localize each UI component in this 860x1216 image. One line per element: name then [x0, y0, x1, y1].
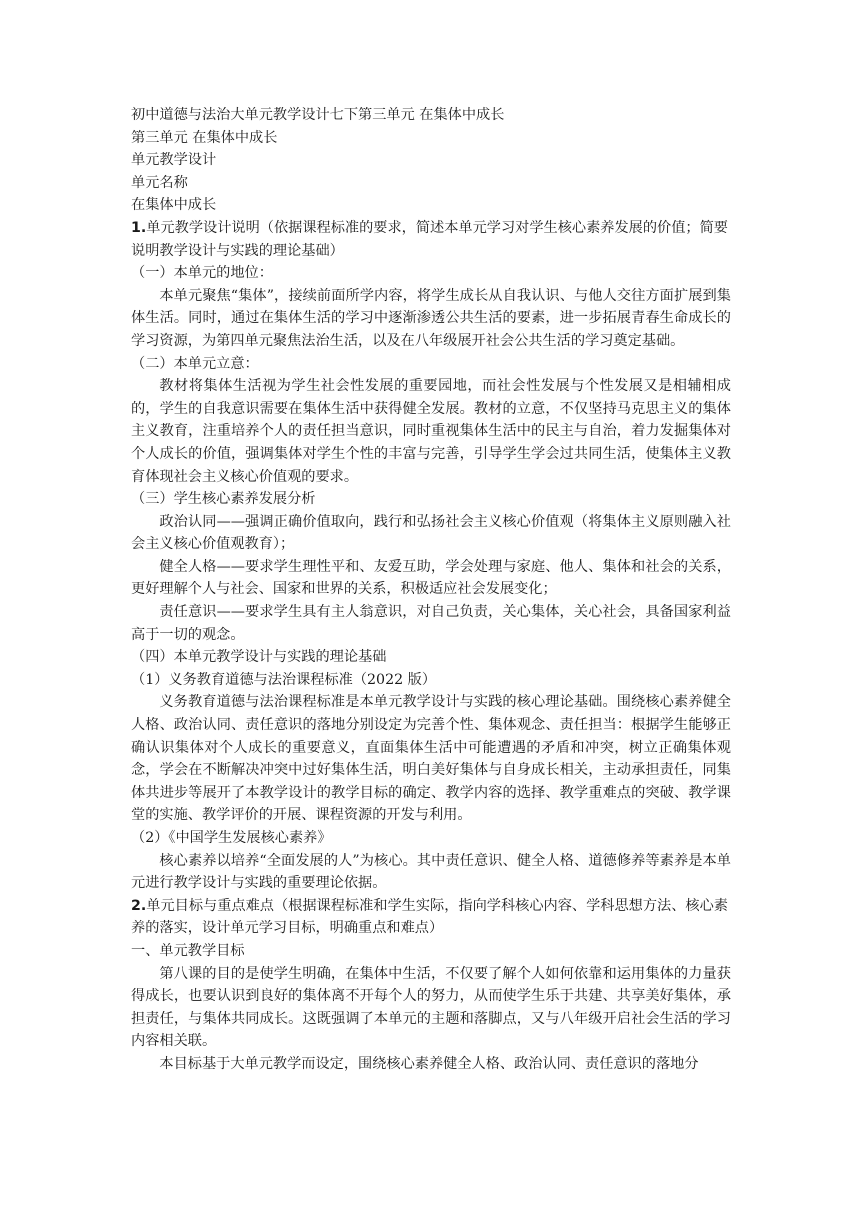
position-heading: （一）本单元的地位： [131, 265, 273, 282]
intent-paragraph: 教材将集体生活视为学生社会性发展的重要园地，而社会性发展与个性发展又是相辅相成的，学生的自我意识需要在集体生活中获得健全发展。教材的立意，不仅坚持马克思主义的集体主义教育，注重培养个人的责任担当意识，同时重视集体生活中的民主与自治，着力发掘集体对个人成长的价值，强调集体对学生个性的丰富与完善，引导学生学会过共同生活，使集体主义教育体现社会主义核心价值观的要求。 [131, 378, 731, 485]
goals-paragraph-2: 本目标基于大单元教学而设定，围绕核心素养健全人格、政治认同、责任意识的落地分 [159, 1055, 699, 1072]
intent-heading: （二）本单元立意： [131, 355, 259, 372]
design-heading: 单元教学设计 [131, 152, 217, 169]
section-1-heading [131, 217, 731, 262]
section-1-number: 1. [131, 219, 147, 236]
goals-paragraph-1: 第八课的目的是使学生明确，在集体中生活，不仅要了解个人如何依靠和运用集体的力量获得成长，也要认识到良好的集体离不开每个人的努力，从而使学生乐于共建、共享美好集体，承担责任，与集体共同成长。这既强调了本单元的主题和落脚点，又与八年级开启社会生活的学习内容相关联。 [131, 965, 731, 1050]
unit-name: 在集体中成长 [131, 197, 217, 214]
theory-heading: （四）本单元教学设计与实践的理论基础 [131, 649, 387, 666]
theory-core-heading: （2）《中国学生发展核心素养》 [131, 830, 332, 846]
section-2-text: 单元目标与重点难点（根据课程标准和学生实际，指向学科核心内容、学科思想方法、核心素养的落实，设计单元学习目标，明确重点和难点） [131, 897, 728, 937]
section-1-text: 单元教学设计说明（依据课程标准的要求，简述本单元学习对学生核心素养发展的价值；简要说明教学设计与实践的理论基础） [131, 219, 728, 259]
unit-heading: 第三单元 在集体中成长 [131, 129, 278, 146]
goals-heading: 一、单元教学目标 [131, 942, 245, 959]
section-2-number: 2. [131, 897, 147, 914]
document-page [131, 104, 731, 1076]
literacy-personality: 健全人格——要求学生理性平和、友爱互助，学会处理与家庭、他人、集体和社会的关系，更好理解个人与社会、国家和世界的关系，积极适应社会发展变化； [131, 558, 731, 598]
section-2-heading [131, 895, 731, 940]
unit-name-label: 单元名称 [131, 174, 188, 191]
theory-core-paragraph: 核心素养以培养“全面发展的人”为核心。其中责任意识、健全人格、道德修养等素养是本单元进行教学设计与实践的重要理论依据。 [131, 852, 731, 892]
theory-standard-heading: （1）义务教育道德与法治课程标准（2022 版） [131, 671, 437, 688]
literacy-political: 政治认同——强调正确价值取向，践行和弘扬社会主义核心价值观（将集体主义原则融入社会主义核心价值观教育）； [131, 513, 731, 553]
doc-title: 初中道德与法治大单元教学设计七下第三单元 在集体中成长 [131, 107, 505, 123]
position-paragraph: 本单元聚焦“集体”，接续前面所学内容，将学生成长从自我认识、与他人交往方面扩展到集体生活。同时，通过在集体生活的学习中逐渐渗透公共生活的要素，进一步拓展青春生命成长的学习资源，为第四单元聚焦法治生活，以及在八年级展开社会公共生活的学习奠定基础。 [131, 287, 731, 349]
literacy-heading: （三）学生核心素养发展分析 [131, 491, 316, 508]
theory-standard-paragraph: 义务教育道德与法治课程标准是本单元教学设计与实践的核心理论基础。围绕核心素养健全人格、政治认同、责任意识的落地分别设定为完善个性、集体观念、责任担当：根据学生能够正确认识集体对个人成长的重要意义，直面集体生活中可能遭遇的矛盾和冲突，树立正确集体观念，学会在不断解决冲突中过好集体生活，明白美好集体与自身成长相关，主动承担责任，同集体共进步等展开了本教学设计的教学目标的确定、教学内容的选择、教学重难点的突破、教学课堂的实施、教学评价的开展、课程资源的开发与利用。 [131, 694, 731, 824]
literacy-responsibility: 责任意识——要求学生具有主人翁意识，对自己负责，关心集体，关心社会，具备国家利益高于一切的观念。 [131, 604, 731, 643]
